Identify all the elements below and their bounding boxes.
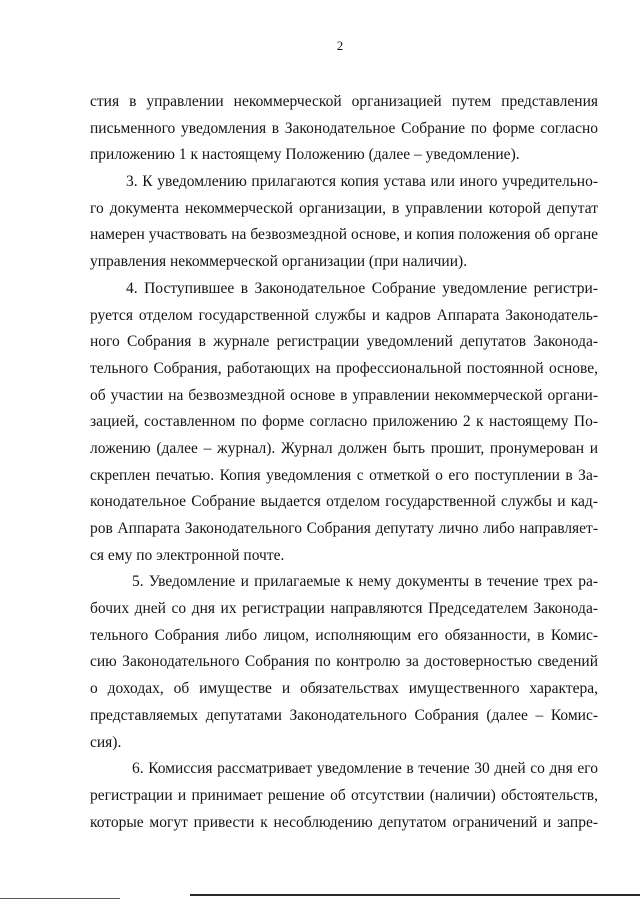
text-line: ложению (далее – журнал). Журнал должен быть прошит, пронумерован и: [90, 439, 598, 457]
text-line: 5. Уведомление и прилагаемые к нему документы в течение трех ра-: [132, 573, 598, 591]
text-line: ров Аппарата Законодательного Собрания депутату лично либо направляет-: [90, 520, 598, 537]
text-line: го документа некоммерческой организации, в управлении которой депутат: [90, 199, 598, 217]
paragraph-5: [90, 569, 598, 756]
document-body: [90, 89, 598, 836]
text-line: тельного Собрания либо лицом, исполняющим его обязанности, в Комис-: [90, 626, 598, 644]
text-line: 4. Поступившее в Законодательное Собрание уведомление регистри-: [126, 279, 598, 297]
text-line: руется отделом государственной службы и кадров Аппарата Законодатель-: [90, 306, 598, 324]
text-line: сию Законодательного Собрания по контролю за достоверностью сведений: [90, 653, 598, 671]
text-line: ся ему по электронной почте.: [90, 546, 285, 564]
text-line: письменного уведомления в Законодательное Собрание по форме согласно: [90, 119, 598, 137]
paragraph-6: [90, 756, 598, 836]
text-line: скреплен печатью. Копия уведомления с отметкой о его поступлении в За-: [90, 466, 598, 484]
text-line: зацией, составленном по форме согласно приложению 2 к настоящему По-: [90, 413, 598, 431]
paragraph-3: [90, 169, 598, 276]
text-line: конодательное Собрание выдается отделом государственной службы и кад-: [90, 493, 598, 511]
paragraph-continuation: [90, 89, 598, 169]
text-line: регистрации и принимает решение об отсутствии (наличии) обстоятельств,: [90, 786, 598, 804]
text-line: стия в управлении некоммерческой организацией путем представления: [90, 93, 598, 110]
text-line: 6. Комиссия рассматривает уведомление в течение 30 дней со дня его: [132, 760, 598, 778]
text-line: представляемых депутатами Законодательного Собрания (далее – Комис-: [90, 706, 598, 724]
scan-edge-line: [0, 898, 120, 899]
text-line: об участии на безвозмездной основе в управлении некоммерческой органи-: [90, 386, 598, 404]
text-line: управления некоммерческой организации (при наличии).: [90, 253, 468, 271]
text-line: бочих дней со дня их регистрации направляются Председателем Законода-: [90, 600, 598, 618]
text-line: приложению 1 к настоящему Положению (далее – уведомление).: [90, 146, 520, 164]
page-number: 2: [336, 38, 344, 53]
text-line: которые могут привести к несоблюдению депутатом ограничений и запре-: [90, 813, 598, 831]
text-line: тельного Собрания, работающих на профессиональной постоянной основе,: [90, 359, 598, 377]
text-line: ного Собрания в журнале регистрации уведомлений депутатов Законода-: [90, 333, 598, 351]
text-line: 3. К уведомлению прилагаются копия устава или иного учредительно-: [126, 173, 598, 191]
text-line: сия).: [90, 733, 122, 751]
paragraph-4: [90, 276, 598, 570]
scan-edge-line: [190, 894, 640, 896]
text-line: о доходах, об имуществе и обязательствах имущественного характера,: [90, 680, 598, 698]
text-line: намерен участвовать на безвозмездной основе, и копия положения об органе: [90, 226, 598, 244]
